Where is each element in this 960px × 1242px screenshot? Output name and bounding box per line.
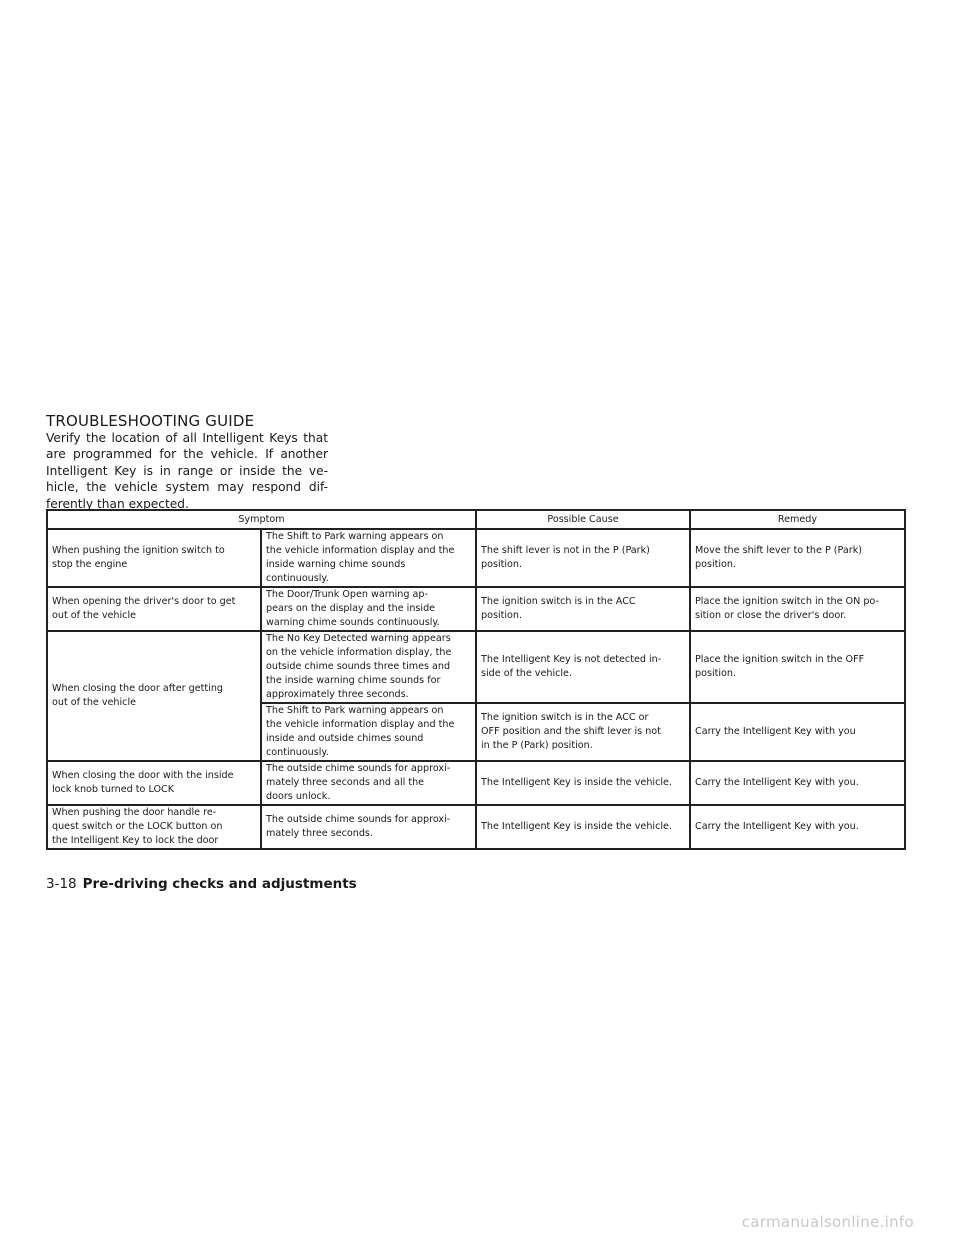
cell-line: the Intelligent Key to lock the door — [52, 835, 219, 846]
table-row — [47, 631, 905, 703]
cell-line: When opening the driver's door to get — [52, 596, 236, 607]
cell-line: When closing the door after getting — [52, 683, 224, 694]
remedy-cell — [690, 703, 905, 761]
symptom-cell — [47, 587, 261, 631]
cell-line: lock knob turned to LOCK — [52, 784, 175, 795]
intro-line: hicle, the vehicle system may respond dif- — [46, 480, 328, 495]
troubleshooting-table — [46, 509, 906, 850]
cell-line: inside and outside chimes sound — [266, 733, 424, 744]
cell-line: position. — [481, 559, 523, 570]
section-heading: TROUBLESHOOTING GUIDE — [46, 412, 255, 431]
cell-line: The ignition switch is in the ACC or — [481, 712, 649, 723]
cell-line: the vehicle information display and the — [266, 719, 455, 730]
cell-line: Carry the Intelligent Key with you — [695, 726, 856, 737]
page-number: 3-18 — [46, 876, 77, 892]
table-row — [47, 587, 905, 631]
cell-line: The Door/Trunk Open warning ap- — [266, 589, 428, 600]
symptom-cell — [47, 805, 261, 849]
symptom-cell — [47, 761, 261, 805]
cell-line: mately three seconds. — [266, 828, 373, 839]
indicator-cell — [261, 805, 476, 849]
remedy-cell — [690, 631, 905, 703]
cell-line: the inside warning chime sounds for — [266, 675, 441, 686]
table-row — [47, 805, 905, 849]
table-header-row — [47, 510, 905, 529]
cell-line: continuously. — [266, 747, 329, 758]
page-footer — [46, 876, 357, 892]
cell-line: The Shift to Park warning appears on — [266, 531, 444, 542]
indicator-cell — [261, 631, 476, 703]
cell-line: doors unlock. — [266, 791, 331, 802]
cause-cell — [476, 761, 690, 805]
indicator-cell — [261, 529, 476, 587]
intro-line: are programmed for the vehicle. If another — [46, 447, 328, 462]
cell-line: The Intelligent Key is not detected in- — [481, 654, 662, 665]
cell-line: When closing the door with the inside — [52, 770, 234, 781]
cell-line: The ignition switch is in the ACC — [481, 596, 636, 607]
indicator-cell — [261, 703, 476, 761]
cell-line: position. — [695, 559, 737, 570]
cell-line: OFF position and the shift lever is not — [481, 726, 661, 737]
cell-line: The No Key Detected warning appears — [266, 633, 451, 644]
cell-line: position. — [695, 668, 737, 679]
cell-line: out of the vehicle — [52, 697, 137, 708]
cause-cell — [476, 805, 690, 849]
cell-line: sition or close the driver's door. — [695, 610, 847, 621]
remedy-cell — [690, 805, 905, 849]
cell-line: The Intelligent Key is inside the vehicle. — [481, 821, 672, 832]
symptom-cell — [47, 529, 261, 587]
watermark: carmanualsonline.info — [741, 1213, 914, 1231]
remedy-cell — [690, 587, 905, 631]
cell-line: quest switch or the LOCK button on — [52, 821, 223, 832]
intro-paragraph — [46, 430, 328, 512]
remedy-cell — [690, 529, 905, 587]
cause-cell — [476, 631, 690, 703]
intro-line: ferently than expected. — [46, 496, 189, 511]
cell-line: in the P (Park) position. — [481, 740, 593, 751]
cell-line: Place the ignition switch in the ON po- — [695, 596, 879, 607]
table-row — [47, 761, 905, 805]
cell-line: Move the shift lever to the P (Park) — [695, 545, 863, 556]
cell-line: When pushing the door handle re- — [52, 807, 217, 818]
cell-line: side of the vehicle. — [481, 668, 573, 679]
cell-line: mately three seconds and all the — [266, 777, 425, 788]
cell-line: inside warning chime sounds — [266, 559, 406, 570]
cell-line: The Intelligent Key is inside the vehicle. — [481, 777, 672, 788]
cell-line: Carry the Intelligent Key with you. — [695, 777, 859, 788]
cell-line: The outside chime sounds for approxi- — [266, 763, 451, 774]
section-title: Pre-driving checks and adjustments — [82, 876, 357, 892]
cause-cell — [476, 703, 690, 761]
cause-cell — [476, 587, 690, 631]
cell-line: out of the vehicle — [52, 610, 137, 621]
cell-line: Carry the Intelligent Key with you. — [695, 821, 859, 832]
cell-line: approximately three seconds. — [266, 689, 409, 700]
intro-line: Verify the location of all Intelligent Keys that — [46, 431, 328, 445]
cell-line: When pushing the ignition switch to — [52, 545, 225, 556]
table-row — [47, 529, 905, 587]
cell-line: warning chime sounds continuously. — [266, 617, 440, 628]
cell-line: The Shift to Park warning appears on — [266, 705, 444, 716]
header-symptom: Symptom — [47, 510, 476, 529]
cell-line: The shift lever is not in the P (Park) — [481, 545, 650, 556]
cell-line: the vehicle information display and the — [266, 545, 455, 556]
cell-line: on the vehicle information display, the — [266, 647, 452, 658]
indicator-cell — [261, 761, 476, 805]
cell-line: position. — [481, 610, 523, 621]
cell-line: Place the ignition switch in the OFF — [695, 654, 865, 665]
cell-line: continuously. — [266, 573, 329, 584]
intro-line: Intelligent Key is in range or inside the ve- — [46, 463, 328, 478]
indicator-cell — [261, 587, 476, 631]
header-remedy: Remedy — [690, 510, 905, 529]
cell-line: The outside chime sounds for approxi- — [266, 814, 451, 825]
header-possible-cause: Possible Cause — [476, 510, 690, 529]
cell-line: pears on the display and the inside — [266, 603, 436, 614]
cell-line: stop the engine — [52, 559, 128, 570]
remedy-cell — [690, 761, 905, 805]
cell-line: outside chime sounds three times and — [266, 661, 451, 672]
cause-cell — [476, 529, 690, 587]
symptom-cell — [47, 631, 261, 761]
